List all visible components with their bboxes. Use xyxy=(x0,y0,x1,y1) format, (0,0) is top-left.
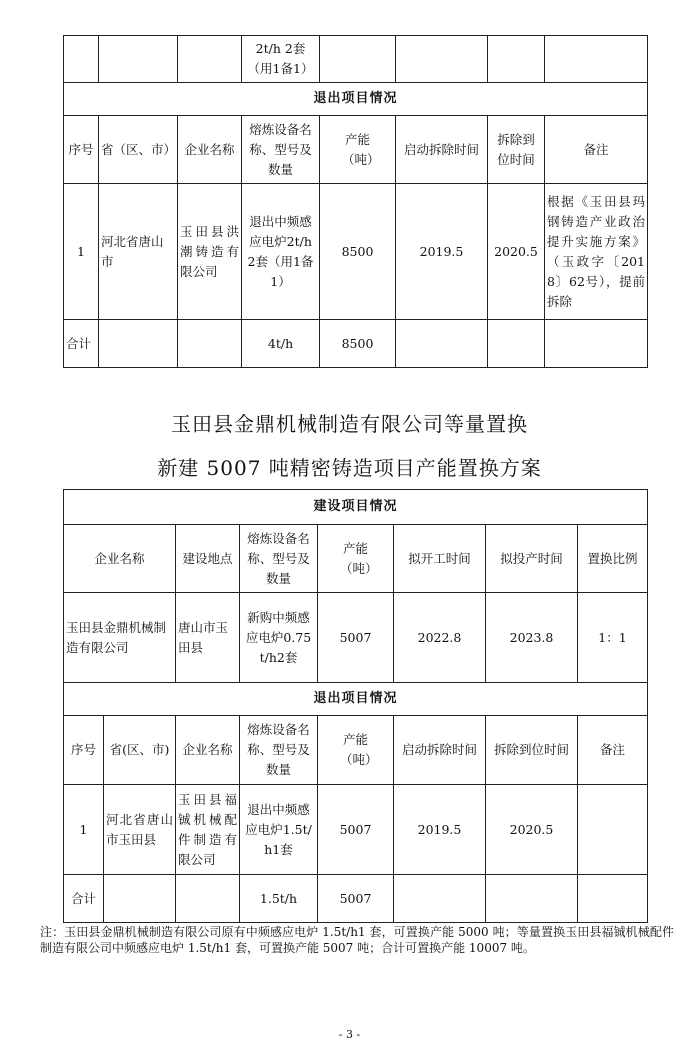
end-time-cell: 2020.5 xyxy=(486,785,578,875)
table-header-row xyxy=(64,525,648,593)
ratio-cell: 1：1 xyxy=(578,593,648,683)
column-header: 企业名称 xyxy=(64,525,176,593)
column-header: 备注 xyxy=(545,116,648,184)
column-header: 启动拆除时间 xyxy=(394,716,486,785)
column-header: 启动拆除时间 xyxy=(396,116,488,184)
column-header: 熔炼设备名称、型号及数量 xyxy=(240,716,318,785)
produce-time-cell: 2023.8 xyxy=(486,593,578,683)
start-time-cell: 2019.5 xyxy=(394,785,486,875)
equip-cell: 退出中频感应电炉2t/h 2套（用1备1） xyxy=(242,184,320,320)
table-row xyxy=(64,785,648,875)
table-row xyxy=(64,593,648,683)
capacity-cell: 5007 xyxy=(318,785,394,875)
province-cell: 河北省唐山市 xyxy=(99,184,178,320)
total-row xyxy=(64,320,648,368)
row-number: 1 xyxy=(64,785,104,875)
total-equip: 4t/h xyxy=(242,320,320,368)
table-row xyxy=(64,36,648,83)
equip-cell: 新购中频感应电炉0.75t/h2套 xyxy=(240,593,318,683)
column-header: 省(区、市) xyxy=(104,716,176,785)
page-title-line-1: 玉田县金鼎机械制造有限公司等量置换 xyxy=(171,412,528,436)
column-header: 熔炼设备名称、型号及数量 xyxy=(242,116,320,184)
column-header: 拟投产时间 xyxy=(486,525,578,593)
column-header: 省（区、市） xyxy=(99,116,178,184)
location-cell: 唐山市玉田县 xyxy=(176,593,240,683)
exit-table-1 xyxy=(63,35,648,368)
column-header: 企业名称 xyxy=(178,116,242,184)
total-capacity: 8500 xyxy=(320,320,396,368)
column-header: 拟开工时间 xyxy=(394,525,486,593)
province-cell: 河北省唐山市玉田县 xyxy=(104,785,176,875)
section-heading-build: 建设项目情况 xyxy=(64,490,648,525)
table-row xyxy=(64,184,648,320)
note-cell xyxy=(578,785,648,875)
page-number: - 3 - xyxy=(338,1028,361,1041)
page-title-line-2: 新建 5007 吨精密铸造项目产能置换方案 xyxy=(157,456,542,480)
total-capacity: 5007 xyxy=(318,875,394,923)
company-cell: 玉田县洪潮铸造有限公司 xyxy=(178,184,242,320)
column-header: 序号 xyxy=(64,116,99,184)
start-time-cell: 2019.5 xyxy=(396,184,488,320)
column-header: 拆除到位时间 xyxy=(488,116,545,184)
start-time-cell: 2022.8 xyxy=(394,593,486,683)
note-cell: 根据《玉田县玛钢铸造产业政治提升实施方案》（玉政字〔2018〕62号），提前拆除 xyxy=(545,184,648,320)
column-header: 产能（吨） xyxy=(318,716,394,785)
total-equip: 1.5t/h xyxy=(240,875,318,923)
company-cell: 玉田县金鼎机械制造有限公司 xyxy=(64,593,176,683)
column-header: 熔炼设备名称、型号及数量 xyxy=(240,525,318,593)
total-label: 合计 xyxy=(64,320,99,368)
capacity-cell: 8500 xyxy=(320,184,396,320)
column-header: 拆除到位时间 xyxy=(486,716,578,785)
row-number: 1 xyxy=(64,184,99,320)
section-heading-exit: 退出项目情况 xyxy=(64,83,648,116)
column-header: 置换比例 xyxy=(578,525,648,593)
company-cell: 玉田县福铖机械配件制造有限公司 xyxy=(176,785,240,875)
column-header: 产能（吨） xyxy=(318,525,394,593)
footnote: 注：玉田县金鼎机械制造有限公司原有中频感应电炉 1.5t/h1 套，可置换产能 5000 吨；等量置换玉田县福铖机械配件制造有限公司中频感应电炉 1.5t/h1 套，可置换产能 5007 吨；合计可置换产能 10007 吨。 xyxy=(40,925,674,955)
end-time-cell: 2020.5 xyxy=(488,184,545,320)
column-header: 企业名称 xyxy=(176,716,240,785)
section-heading-exit: 退出项目情况 xyxy=(64,683,648,716)
total-row xyxy=(64,875,648,923)
capacity-cell: 5007 xyxy=(318,593,394,683)
equip-cell: 2t/h 2套（用1备1） xyxy=(242,36,320,83)
total-label: 合计 xyxy=(64,875,104,923)
equip-cell: 退出中频感应电炉1.5t/h1套 xyxy=(240,785,318,875)
column-header: 建设地点 xyxy=(176,525,240,593)
column-header: 序号 xyxy=(64,716,104,785)
replacement-table xyxy=(63,489,648,923)
table-header-row xyxy=(64,716,648,785)
column-header: 备注 xyxy=(578,716,648,785)
column-header: 产能（吨） xyxy=(320,116,396,184)
table-header-row xyxy=(64,116,648,184)
